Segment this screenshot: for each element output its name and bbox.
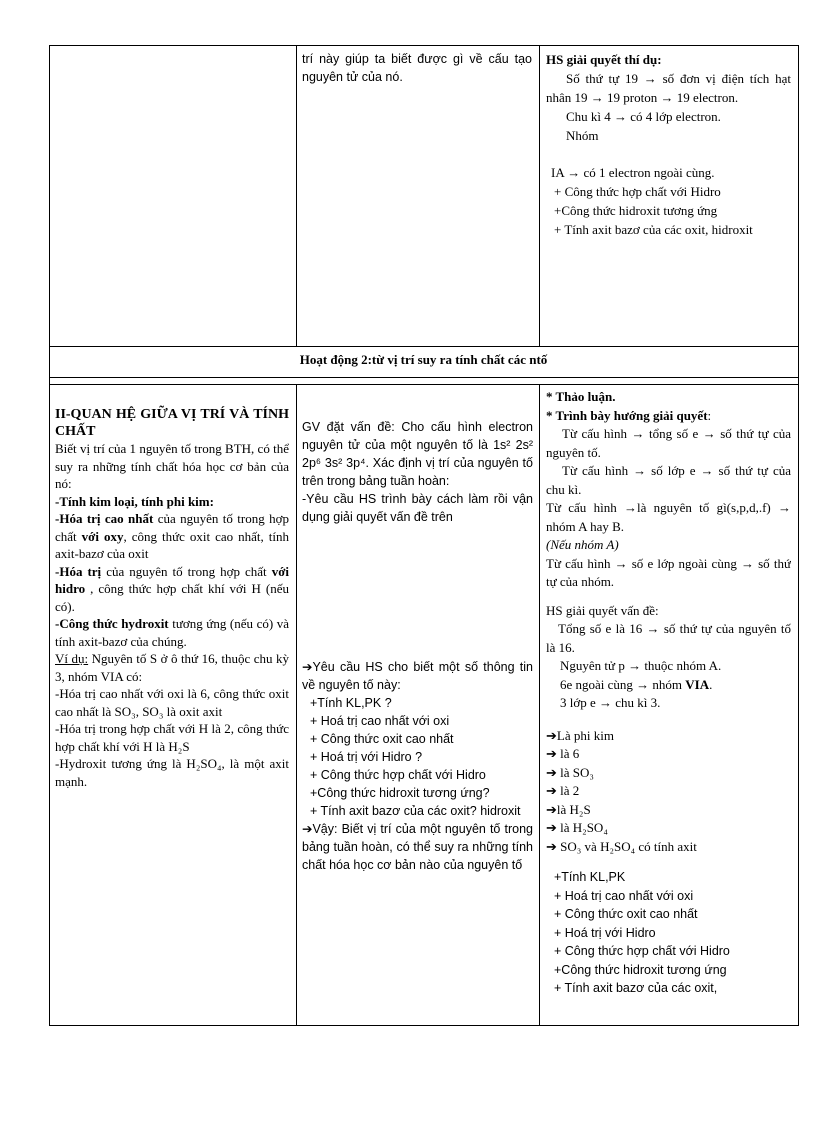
solution-note: (Nếu nhóm A) — [546, 537, 619, 552]
solve-step: Nguyên tử p → thuộc nhóm A. — [560, 658, 722, 673]
row1-teacher-cell — [302, 50, 532, 86]
property-hydroxit: -Công thức hydroxit tương ứng (nếu có) và tính axit-bazơ của chúng. — [55, 616, 289, 649]
answer-item: ➔ là 6 — [546, 746, 580, 761]
answer-item: ➔Là phi kim — [546, 727, 614, 743]
student-list-item: + Hoá trị với Hidro — [554, 925, 656, 940]
student-activity-cell — [546, 388, 791, 998]
example-line: -Hydroxit tương ứng là H₂SO₄, là một axit mạnh. — [55, 756, 289, 789]
intro-text: Biết vị trí của 1 nguyên tố trong BTH, có thể suy ra những tính chất hóa học cơ bản của nó: — [55, 441, 289, 491]
teacher-activity-cell — [302, 418, 533, 874]
student-list-item: + Công thức oxit cao nhất — [554, 907, 698, 921]
student-list-item: +Công thức hidroxit tương ứng — [554, 962, 727, 977]
answer-item: ➔là H₂S — [546, 801, 591, 817]
teacher-list-item: + Tính axit bazơ của các oxit? hidroxit — [310, 804, 521, 818]
solve-step: Tổng số e là 16 → số thứ tự của nguyên tố là 16. — [546, 621, 791, 655]
solution-step: Từ cấu hình → tổng số e → số thứ tự của nguyên tố. — [546, 426, 791, 460]
activity-heading: Hoạt động 2:từ vị trí suy ra tính chất các ntố — [299, 352, 548, 367]
solution-label: * Trình bày hướng giải quyết: — [546, 407, 712, 423]
row1-student-line: +Công thức hidroxit tương ứng — [554, 203, 718, 218]
teacher-list-item: + Công thức hợp chất với Hidro — [310, 768, 486, 782]
solution-step: Từ cấu hình →là nguyên tố gì(s,p,d,.f) → nhóm A hay B. — [546, 500, 791, 534]
row1-student-heading: HS giải quyết thí dụ: — [546, 52, 662, 67]
answer-item: ➔ SO₃ và H₂SO₄ có tính axit — [546, 838, 697, 854]
row1-student-line: Chu kì 4 → có 4 lớp electron. — [566, 109, 721, 124]
teacher-list-item: +Công thức hidroxit tương ứng? — [310, 786, 490, 800]
content-cell — [55, 396, 289, 790]
property-metal: -Tính kim loại, tính phi kim: — [55, 493, 214, 509]
row1-student-line: + Công thức hợp chất với Hidro — [554, 184, 721, 199]
solve-step: 6e ngoài cùng → nhóm VIA. — [560, 676, 713, 692]
example-intro: Ví dụ: Nguyên tố S ở ô thứ 16, thuộc chu kỳ 3, nhóm VIA có: — [55, 651, 289, 684]
property-valence-hidro: -Hóa trị của nguyên tố trong hợp chất với hidro , công thức hợp chất khí với H (nếu có). — [55, 563, 289, 614]
row1-student-line: Số thứ tự 19 → số đơn vị điện tích hạt nhân 19 → 19 proton → 19 electron. — [546, 71, 791, 105]
answer-item: ➔ là H₂SO₄ — [546, 820, 608, 835]
teacher-list-item: + Hoá trị cao nhất với oxi — [310, 714, 450, 728]
teacher-list-item: +Tính KL,PK ? — [310, 696, 392, 710]
solution-step: Từ cấu hình → số e lớp ngoài cùng → số thứ tự của nhóm. — [546, 555, 791, 589]
discussion-label: * Thảo luận. — [546, 389, 616, 404]
teacher-request: -Yêu cầu HS trình bày cách làm rồi vận dụng giải quyết vấn đề trên — [302, 492, 533, 524]
row1-student-line: Nhóm — [566, 128, 599, 143]
property-valence-oxy: -Hóa trị cao nhất của nguyên tố trong hợp chất với oxy, công thức oxit cao nhất, tính axit-bazơ của oxit — [55, 511, 289, 561]
solve-label: HS giải quyết vấn đề: — [546, 602, 659, 618]
student-list-item: + Hoá trị cao nhất với oxi — [554, 888, 694, 903]
student-list-item: + Công thức hợp chất với Hidro — [554, 944, 730, 958]
example-line: -Hóa trị trong hợp chất với H là 2, công thức hợp chất khí với H là H₂S — [55, 721, 289, 754]
solve-step: 3 lớp e → chu kì 3. — [560, 695, 661, 710]
solution-step: Từ cấu hình → số lớp e → số thứ tự của chu kì. — [546, 463, 791, 497]
row1-teacher-text: trí này giúp ta biết được gì về cấu tạo nguyên tử của nó. — [302, 52, 532, 84]
teacher-conclusion: ➔Vậy: Biết vị trí của một nguyên tố trong bảng tuần hoàn, có thể suy ra những tính chất hóa học cơ bản nào của nguyên tố — [302, 822, 533, 872]
row1-student-line: IA → có 1 electron ngoài cùng. — [551, 165, 715, 180]
teacher-problem: GV đặt vấn đề: Cho cấu hình electron nguyên tử của một nguyên tố là 1s² 2s² 2p⁶ 3s² 3p⁴. Xác định vị trí của nguyên tố trên trong bảng tuần hoàn: — [302, 420, 533, 488]
teacher-question: ➔Yêu cầu HS cho biết một số thông tin về nguyên tố này: — [302, 660, 533, 692]
teacher-list-item: + Công thức oxit cao nhất — [310, 732, 454, 746]
answer-item: ➔ là 2 — [546, 783, 580, 798]
student-list-item: +Tính KL,PK — [554, 870, 626, 884]
answer-item: ➔ là SO₃ — [546, 764, 594, 780]
teacher-list-item: + Hoá trị với Hidro ? — [310, 750, 423, 764]
row1-student-line: + Tính axit bazơ của các oxit, hidroxit — [554, 222, 753, 237]
row1-student-cell — [546, 50, 791, 239]
example-line: -Hóa trị cao nhất với oxi là 6, công thức oxit cao nhất là SO₃, SO₃ là oxit axit — [55, 686, 289, 719]
student-list-item: + Tính axit bazơ của các oxit, — [554, 981, 718, 995]
section-title: II-QUAN HỆ GIỮA VỊ TRÍ VÀ TÍNH CHẤT — [55, 407, 289, 439]
